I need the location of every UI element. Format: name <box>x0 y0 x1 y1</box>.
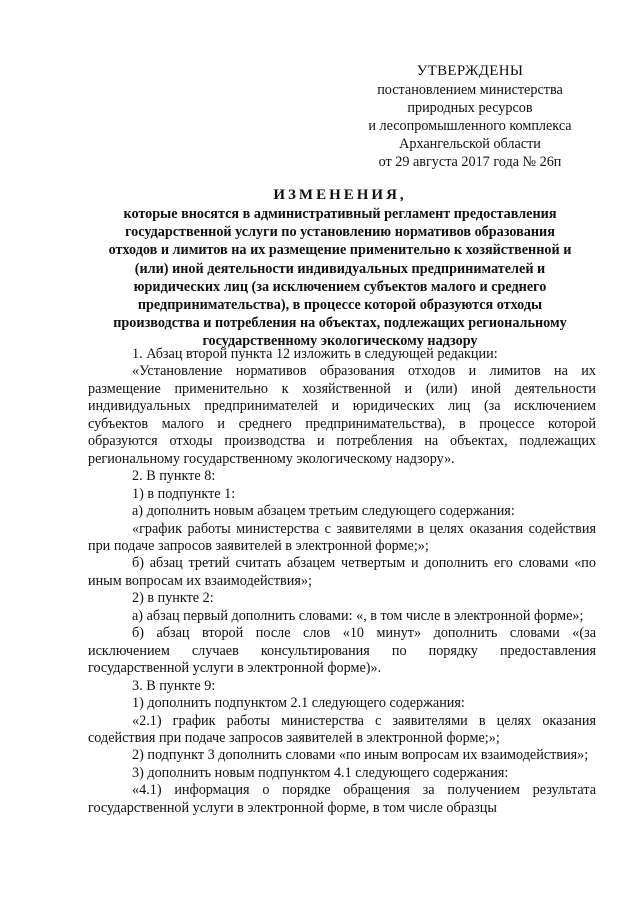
body-paragraph: 1) дополнить подпунктом 2.1 следующего содержания: <box>132 695 465 712</box>
body-paragraph: 3. В пункте 9: <box>132 677 216 694</box>
heading-line: которые вносятся в административный регламент предоставления <box>123 206 557 222</box>
body-paragraph: 2. В пункте 8: <box>132 468 216 485</box>
body-paragraph: а) абзац первый дополнить словами: «, в том числе в электронной форме»; <box>132 607 584 624</box>
document-heading <box>80 186 600 351</box>
approval-line: и лесопромышленного комплекса <box>368 118 572 134</box>
body-paragraph: «Установление нормативов образования отходов и лимитов на их размещение применительно к хозяйственной и (или) иной деятельности индивидуальных предпринимателей и юридических лиц (за исключением субъектов малого и среднего предпринимательства), в процессе которой образуются отходы производства и потребления на объектах, подлежащих региональному государственному экологическому надзору». <box>88 363 596 467</box>
heading-line: (или) иной деятельности индивидуальных предпринимателей и <box>134 260 546 277</box>
heading-line: государственной услуги по установлению нормативов образования <box>125 224 555 241</box>
body-paragraph: 2) подпункт 3 дополнить словами «по иным вопросам их взаимодействия»; <box>132 747 589 764</box>
heading-line: предпринимательства), в процессе которой образуются отходы <box>137 297 543 314</box>
heading-title: ИЗМЕНЕНИЯ, <box>273 187 407 203</box>
body-paragraph: 1) в подпункте 1: <box>132 485 236 502</box>
body-paragraph: 1. Абзац второй пункта 12 изложить в следующей редакции: <box>132 346 498 362</box>
body-paragraph: «график работы министерства с заявителями в целях оказания содействия при подаче запросов заявителей в электронной форме;»; <box>88 520 596 554</box>
approval-line: от 29 августа 2017 года № 26п <box>378 154 562 170</box>
body-paragraph: 3) дополнить новым подпунктом 4.1 следующего содержания: <box>132 764 509 781</box>
approval-block <box>330 62 610 171</box>
heading-body <box>80 205 600 351</box>
heading-line: отходов и лимитов на их размещение применительно к хозяйственной и <box>108 242 572 259</box>
body-paragraph: б) абзац второй после слов «10 минут» дополнить словами «(за исключением случаев консультирования по порядку предоставления государственной услуги в электронной форме)». <box>88 625 596 677</box>
body-paragraph: 2) в пункте 2: <box>132 590 214 607</box>
heading-line: государственному экологическому надзору <box>202 333 478 350</box>
approval-line: природных ресурсов <box>407 100 533 116</box>
body-paragraph: «4.1) информация о порядке обращения за получением результата государственной услуги в электронной форме, в том числе образцы <box>88 782 596 816</box>
heading-line: юридических лиц (за исключением субъектов малого и среднего <box>133 278 547 295</box>
approval-title: УТВЕРЖДЕНЫ <box>416 63 524 79</box>
body-paragraph: «2.1) график работы министерства с заявителями в целях оказания содействия при подаче запросов заявителей в электронной форме;»; <box>88 712 596 746</box>
body-paragraph: а) дополнить новым абзацем третьим следующего содержания: <box>132 503 515 520</box>
approval-line: Архангельской области <box>399 136 541 152</box>
document-body <box>88 346 596 817</box>
body-paragraph: б) абзац третий считать абзацем четвертым и дополнить его словами «по иным вопросам их взаимодействия»; <box>88 555 596 589</box>
approval-line: постановлением министерства <box>377 82 563 98</box>
heading-line: производства и потребления на объектах, подлежащих региональному <box>113 315 567 332</box>
